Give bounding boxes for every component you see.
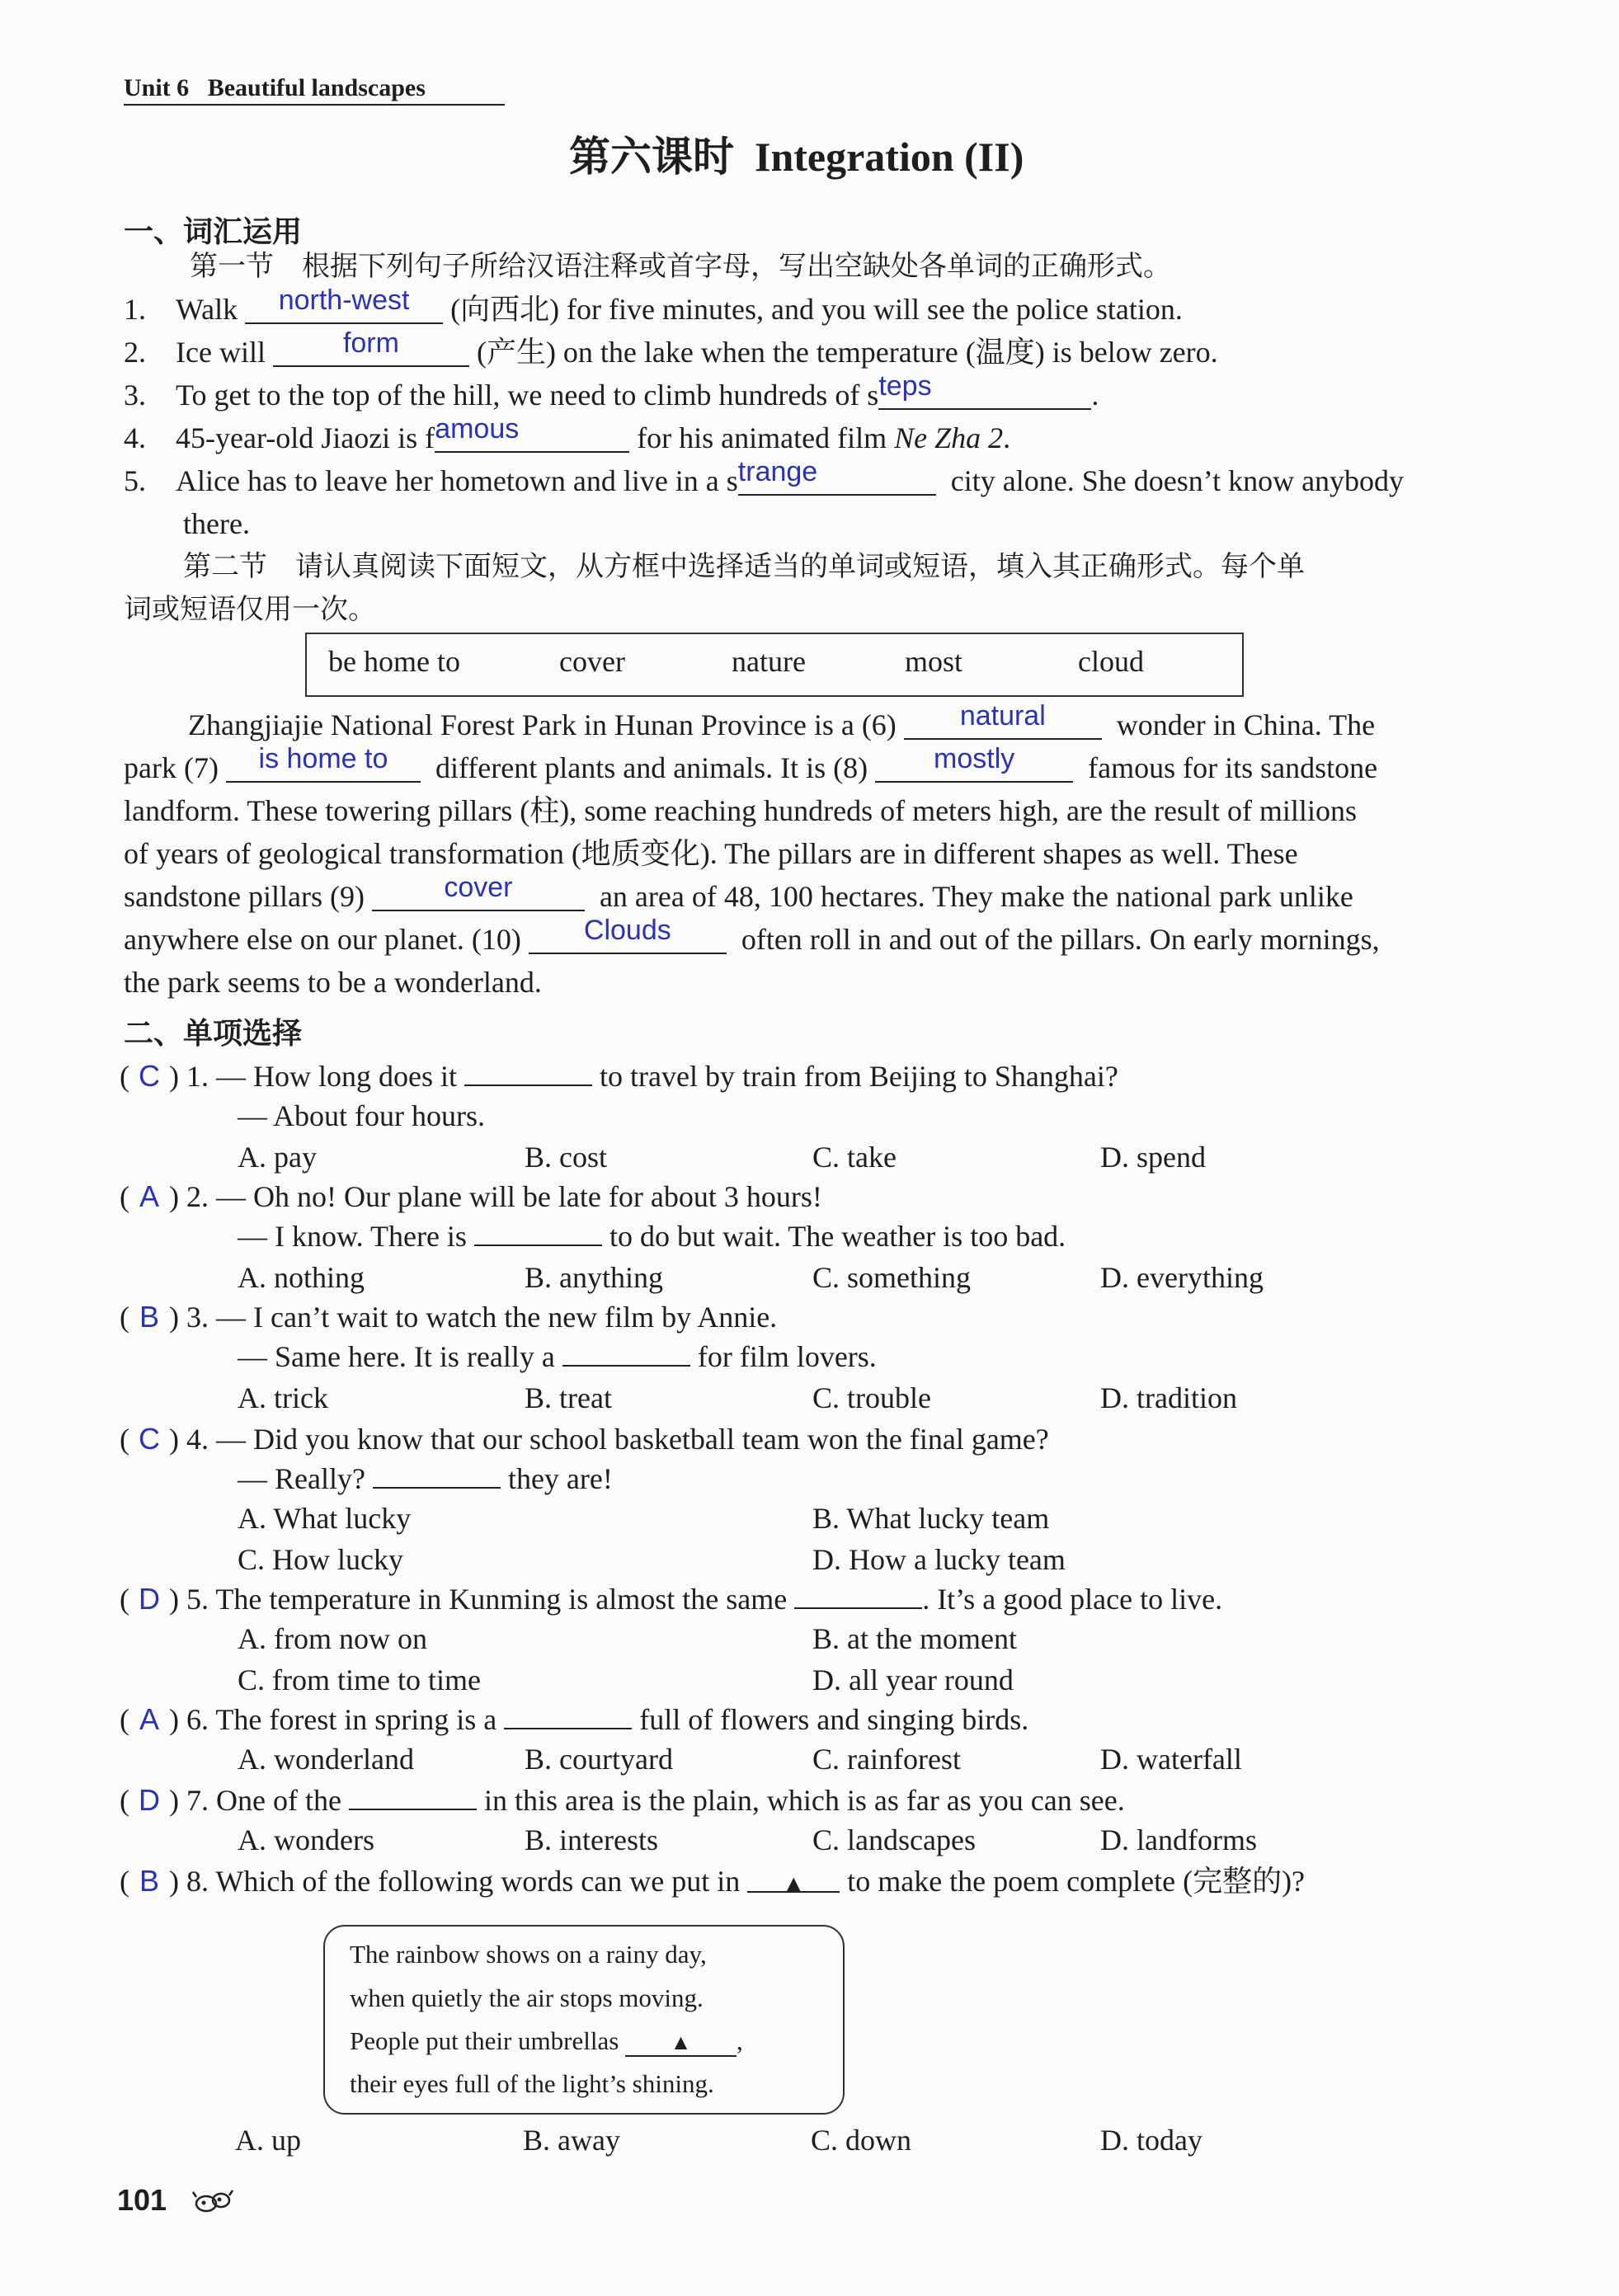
mascot-icon [191, 2187, 234, 2215]
mc-option: D. landforms [1100, 1823, 1257, 1856]
q-number: 3. [124, 379, 146, 412]
mc-option: C. take [812, 1141, 897, 1174]
q-number: ) 1. [169, 1060, 209, 1093]
mc-q6: ( A ) 6. The forest in spring is a full of flowers and singing birds. [120, 1702, 1029, 1736]
mc-option: A. up [235, 2124, 301, 2157]
mc-q5: ( D ) 5. The temperature in Kunming is almost the same . It’s a good place to live. [120, 1582, 1223, 1616]
blank-line [373, 1462, 501, 1489]
passage-text: wonder in China. The [1116, 708, 1376, 741]
unit-topic: Beautiful landscapes [207, 74, 426, 101]
word-option: most [905, 645, 963, 678]
q-text: The forest in spring is a [215, 1703, 497, 1736]
vocab-q5-continued: there. [183, 507, 250, 540]
q-text: — Oh no! Our plane will be late for about 3 hours! [216, 1180, 822, 1213]
answer-blank [273, 327, 469, 367]
q-text: . [1091, 379, 1099, 412]
mc-option: C. landscapes [812, 1823, 976, 1856]
mc-option: D. waterfall [1100, 1743, 1242, 1776]
mc-q1-reply: — About four hours. [238, 1099, 485, 1132]
mc-option: B. What lucky team [812, 1502, 1050, 1535]
mc-option: A. nothing [238, 1261, 365, 1294]
q-text: — Did you know that our school basketball team won the final game? [216, 1423, 1049, 1456]
mc-answer: C [139, 1059, 160, 1093]
passage-text: famous for its sandstone [1088, 751, 1378, 784]
q-number: ) 6. [169, 1703, 209, 1736]
q-text: city alone. She doesn’t know anybody [950, 464, 1405, 497]
blank-line [474, 1220, 602, 1246]
mc-q2-reply [238, 1218, 1066, 1254]
page-number: 101 [117, 2183, 167, 2217]
mc-option: B. courtyard [525, 1743, 673, 1776]
q-text: Ice will [176, 336, 266, 369]
mc-option: A. trick [238, 1381, 328, 1414]
q-text: in this area is the plain, which is as far as you can see. [483, 1784, 1125, 1817]
mc-option: C. How lucky [238, 1543, 403, 1576]
answer-text: natural [959, 700, 1046, 732]
mc-option: B. interests [525, 1823, 658, 1856]
mc-answer: C [139, 1422, 160, 1456]
passage-line-5 [124, 872, 1353, 915]
q-number: 4. [124, 421, 146, 454]
q-number: ) 3. [169, 1301, 209, 1334]
blank-line [562, 1340, 690, 1367]
vocab-q5 [124, 456, 1405, 499]
poem-box [323, 1925, 845, 2115]
q-text: One of the [216, 1784, 341, 1817]
mc-q7: ( D ) 7. One of the in this area is the plain, which is as far as you can see. [120, 1783, 1125, 1817]
q-text: (向西北) for five minutes, and you will see the police station. [450, 293, 1183, 326]
mc-q8: ( B ) 8. Which of the following words can we put in ▲ to make the poem complete (完整的)? [120, 1864, 1306, 1898]
mc-option: C. down [811, 2124, 912, 2157]
answer-text: north-west [278, 285, 410, 316]
mc-q4: ( C ) 4. — Did you know that our school basketball team won the final game? [120, 1422, 1049, 1456]
blank-line [464, 1060, 592, 1086]
q-text: — Same here. It is really a [238, 1340, 555, 1373]
q-text: — I know. There is [238, 1220, 467, 1253]
answer-text: amous [435, 413, 520, 445]
mc-option: D. everything [1100, 1261, 1264, 1294]
answer-blank [529, 915, 727, 954]
mc-answer: D [139, 1783, 160, 1817]
passage-text: Zhangjiajie National Forest Park in Hunan Province is a (6) [188, 708, 897, 741]
mc-q3-reply [238, 1339, 877, 1375]
answer-blank [245, 285, 443, 324]
section1-heading: 一、词汇运用 [124, 215, 303, 249]
word-option: cloud [1078, 645, 1144, 678]
answer-text: form [342, 327, 399, 359]
mc-option: C. trouble [812, 1381, 931, 1414]
mc-answer: A [139, 1702, 159, 1736]
mc-q1: ( C ) 1. — How long does it to travel by train from Beijing to Shanghai? [120, 1059, 1118, 1093]
blank-line [349, 1784, 477, 1810]
mc-option: C. something [812, 1261, 972, 1294]
q-text: — I can’t wait to watch the new film by Annie. [216, 1301, 778, 1334]
answer-blank [904, 700, 1102, 740]
mc-option: B. anything [525, 1261, 663, 1294]
passage-text: sandstone pillars (9) [124, 880, 365, 913]
poem-line-4: their eyes full of the light’s shining. [350, 2069, 714, 2098]
triangle-marker: ▲ [747, 1866, 840, 1893]
mc-option: D. all year round [812, 1663, 1014, 1696]
mc-option: A. from now on [238, 1622, 427, 1655]
section2-heading: 二、单项选择 [124, 1017, 303, 1051]
vocab-q2 [124, 327, 1218, 370]
q-number: ) 2. [169, 1180, 209, 1213]
mc-answer: B [139, 1864, 159, 1898]
passage-line-7: the park seems to be a wonderland. [124, 966, 542, 999]
q-text: . [1003, 421, 1011, 454]
title-cn: 第六课时 [569, 133, 734, 181]
mc-answer: D [139, 1582, 160, 1616]
passage-text: anywhere else on our planet. (10) [124, 923, 521, 956]
mc-option: B. cost [525, 1141, 608, 1174]
q-number: 1. [124, 293, 146, 326]
mc-option: B. away [523, 2124, 620, 2157]
passage-line-4: of years of geological transformation (地质变化). The pillars are in different shapes as well. These [124, 837, 1298, 870]
passage-line-6 [124, 915, 1380, 957]
film-title: Ne Zha 2 [894, 421, 1004, 454]
mc-option: C. rainforest [812, 1743, 961, 1776]
q-text: The temperature in Kunming is almost the same [215, 1583, 788, 1616]
q-number: ) 4. [169, 1423, 209, 1456]
passage-line-3: landform. These towering pillars (柱), some reaching hundreds of meters high, are the result of millions [124, 794, 1357, 827]
answer-text: Clouds [583, 915, 671, 946]
mc-option: B. treat [525, 1381, 612, 1414]
mc-q4-reply [238, 1461, 613, 1497]
blank-line [504, 1703, 632, 1729]
passage-text: different plants and animals. It is (8) [435, 751, 868, 784]
q-text: for film lovers. [697, 1340, 877, 1373]
answer-blank [875, 743, 1073, 783]
part2-instruction: 第二节 请认真阅读下面短文，从方框中选择适当的单词或短语，填入其正确形式。每个单 [183, 550, 1305, 583]
q-number: 2. [124, 336, 146, 369]
answer-text: is home to [258, 743, 388, 774]
q-text: to make the poem complete (完整的)? [847, 1865, 1306, 1898]
word-box [305, 633, 1244, 697]
mc-option: B. at the moment [812, 1622, 1017, 1655]
vocab-q4 [124, 413, 1011, 456]
answer-text: teps [878, 370, 932, 402]
word-option: nature [732, 645, 806, 678]
blank-line [794, 1583, 922, 1609]
part2-instruction-cont: 词或短语仅用一次。 [124, 593, 376, 626]
poem-text: People put their umbrellas [350, 2026, 619, 2055]
q-text: Walk [176, 293, 238, 326]
passage-text: often roll in and out of the pillars. On early mornings, [741, 923, 1380, 956]
word-option: be home to [328, 645, 460, 678]
word-option: cover [559, 645, 625, 678]
q-text: — How long does it [216, 1060, 457, 1093]
vocab-q1 [124, 285, 1183, 327]
q-text: 45-year-old Jiaozi is f [176, 421, 435, 454]
page-title [569, 124, 1024, 183]
q-text: . It’s a good place to live. [922, 1583, 1223, 1616]
mc-option: C. from time to time [238, 1663, 481, 1696]
mc-option: D. How a lucky team [812, 1543, 1066, 1576]
answer-text: mostly [934, 743, 1015, 774]
mc-option: A. wonderland [238, 1743, 414, 1776]
vocab-q3 [124, 370, 1099, 413]
mc-option: A. pay [238, 1141, 317, 1174]
mc-q2: ( A ) 2. — Oh no! Our plane will be late for about 3 hours! [120, 1179, 822, 1213]
answer-blank [372, 872, 585, 911]
q-text: (产生) on the lake when the temperature (温度) is below zero. [476, 336, 1218, 369]
q-text: Which of the following words can we put in [215, 1865, 741, 1898]
answer-text: trange [737, 456, 818, 487]
mc-option: D. spend [1100, 1141, 1206, 1174]
q-text: to travel by train from Beijing to Shanghai? [600, 1060, 1118, 1093]
passage-text: an area of 48, 100 hectares. They make the national park unlike [599, 880, 1353, 913]
answer-blank [435, 413, 629, 453]
poem-text: , [737, 2026, 743, 2055]
poem-line-1: The rainbow shows on a rainy day, [350, 1940, 707, 1969]
answer-blank [878, 370, 1091, 410]
q-text: Alice has to leave her hometown and live in a s [176, 464, 738, 497]
q-text: — Really? [238, 1462, 365, 1495]
mc-answer: A [139, 1179, 159, 1213]
passage-text: park (7) [124, 751, 219, 784]
passage-line-2 [124, 743, 1378, 786]
q-text: to do but wait. The weather is too bad. [609, 1220, 1066, 1253]
passage-line-1 [188, 700, 1376, 743]
q-number: 5. [124, 464, 146, 497]
q-number: ) 8. [169, 1865, 209, 1898]
mc-q3: ( B ) 3. — I can’t wait to watch the new film by Annie. [120, 1300, 778, 1334]
mc-option: D. today [1100, 2124, 1202, 2157]
q-text: full of flowers and singing birds. [639, 1703, 1029, 1736]
triangle-marker: ▲ [625, 2030, 737, 2057]
mc-option: A. wonders [238, 1823, 374, 1856]
q-text: they are! [507, 1462, 613, 1495]
answer-blank [737, 456, 936, 496]
title-en: Integration (II) [755, 134, 1024, 180]
part1-instruction: 第一节 根据下列句子所给汉语注释或首字母，写出空缺处各单词的正确形式。 [190, 250, 1171, 283]
answer-text: cover [444, 872, 513, 903]
poem-line-3 [350, 2026, 743, 2057]
unit-label: Unit 6 [124, 74, 190, 101]
mc-option: A. What lucky [238, 1502, 412, 1535]
mc-answer: B [139, 1300, 159, 1334]
q-number: ) 7. [169, 1784, 209, 1817]
poem-line-2: when quietly the air stops moving. [350, 1983, 704, 2012]
q-text: To get to the top of the hill, we need to climb hundreds of s [176, 379, 879, 412]
q-text: for his animated film [637, 421, 887, 454]
unit-header [124, 74, 505, 106]
q-number: ) 5. [169, 1583, 209, 1616]
mc-option: D. tradition [1100, 1381, 1237, 1414]
answer-blank [226, 743, 421, 783]
